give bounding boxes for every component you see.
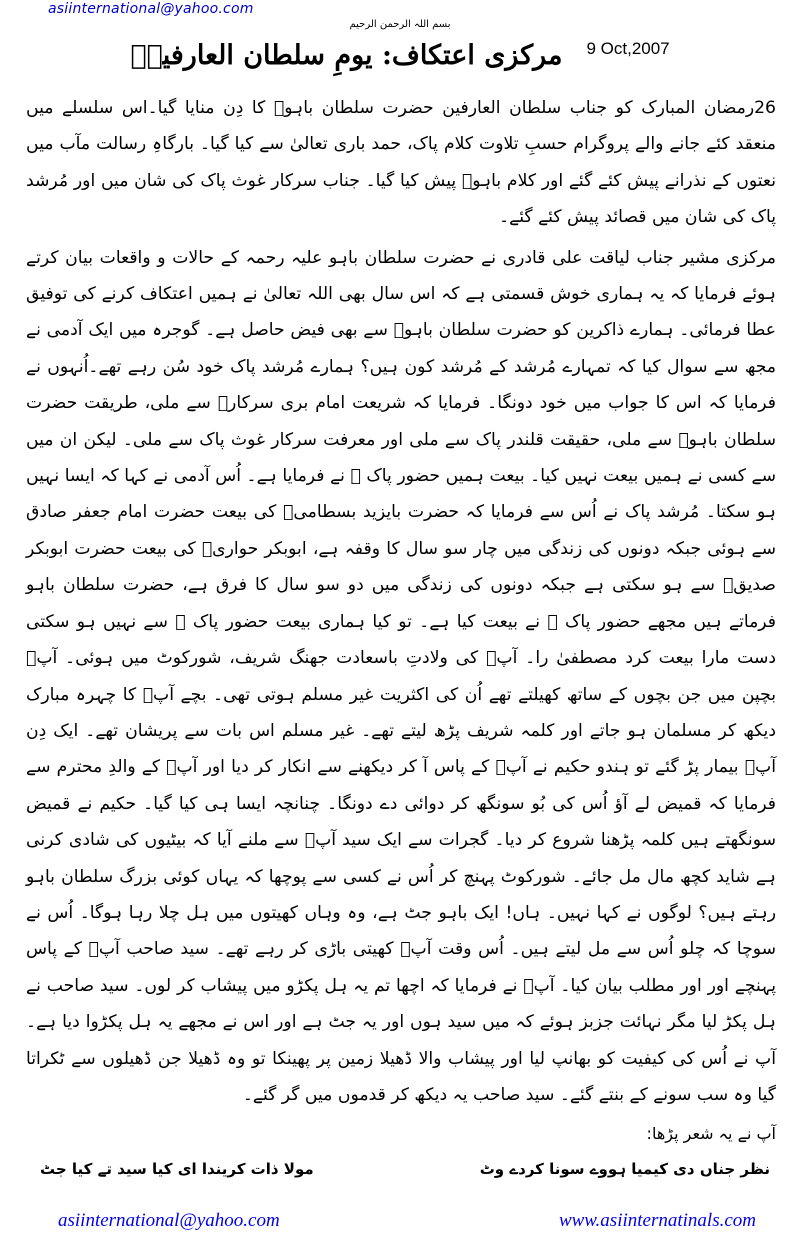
paragraph-intro: 26رمضان المبارک کو جناب سلطان العارفین حضرت سلطان باہوؒ کا دِن منایا گیا۔اس سلسلے میں منعقد کئے جانے والے پروگرام حسبِ تلاوت کلام پاک، حمد باری تعالیٰ سے کیا گیا۔ بارگاہِ رسالت مآب میں نعتوں کے نذرانے پیش کئے گئے اور کلام باہوؒ پیش کیا گیا۔ جناب سرکار غوث پاک کی شان میں اور مُرشد پاک کی شان میں قصائد پیش کئے گئے۔ — [26, 98, 776, 228]
bismillah: بسم اللہ الرحمن الرحیم — [349, 19, 451, 30]
verse-line-1: نظر جناں دی کیمیا ہووے سونا کردے وٹ — [479, 1160, 770, 1179]
article-title: مرکزی اعتکاف: یومِ سلطان العارفینؒ — [130, 40, 563, 71]
footer-email-link[interactable]: asiinternational@yahoo.com — [58, 1210, 280, 1232]
article-date: 9 Oct,2007 — [586, 39, 670, 58]
header-email[interactable]: asiinternational@yahoo.com — [48, 1, 254, 17]
verse-row — [40, 1157, 770, 1181]
footer-website-link[interactable]: www.asiinternatinals.com — [558, 1210, 756, 1232]
footer-row — [58, 1209, 756, 1233]
verse-line-2: مولا ذات کریندا ای کیا سید تے کیا جٹ — [40, 1160, 314, 1179]
article-body — [26, 90, 776, 1113]
recited-intro: آپ نے یہ شعر پڑھا: — [646, 1124, 776, 1144]
paragraph-main: مرکزی مشیر جناب لیاقت علی قادری نے حضرت سلطان باہو علیہ رحمہ کے حالات و واقعات بیان کرتے ہوئے فرمایا کہ یہ ہماری خوش قسمتی ہے کہ اس سال بھی اللہ تعالیٰ نے ہمیں اعتکاف کرنے کی توفیق عطا فرمائی۔ ہمارے ذاکرین کو حضرت سلطان باہوؒ سے بھی فیض حاصل ہے۔ گوجرہ میں ایک آدمی نے مجھ سے سوال کیا کہ تمہارے مُرشد کے مُرشد کون ہیں؟ ہمارے مُرشد پاک خود سُن رہے تھے۔اُنہوں نے فرمایا کہ اس کا جواب میں خود دونگا۔ فرمایا کہ شریعت امام بری سرکارؒ سے ملی، طریقت حضرت سلطان باہوؒ سے ملی، حقیقت قلندر پاک سے ملی اور معرفت سرکار غوث پاک سے ملی۔ لیکن ان میں سے کسی نے ہمیں بیعت نہیں کیا۔ بیعت ہمیں حضور پاک ﷺ نے فرمایا ہے۔ اُس آدمی نے کہا کہ ایسا نہیں ہو سکتا۔ مُرشد پاک نے اُس سے فرمایا کہ حضرت بایزید بسطامیؒ کی بیعت حضرت امام جعفر صادق سے ہوئی جبکہ دونوں کی زندگی میں چار سو سال کا وقفہ ہے، ابوبکر حواریؒ کی بیعت حضرت ابوبکر صدیقؓ سے ہو سکتی ہے جبکہ دونوں کی زندگی میں دو سو سال کا فرق ہے، حضرت سلطان باہو فرماتے ہیں مجھے حضور پاک ﷺ نے بیعت کیا ہے۔ تو کیا ہماری بیعت حضور پاک ﷺ سے نہیں ہو سکتی دست مارا بیعت کرد مصطفیٰ را۔ آپؒ کی ولادتِ باسعادت جھنگ شریف، شورکوٹ میں ہوئی۔ آپؒ بچپن میں جن بچوں کے ساتھ کھیلتے تھے اُن کی اکثریت غیر مسلم ہوتی تھی۔ بچے آپؒ کا چہرہ مبارک دیکھ کر مسلمان ہو جاتے اور کلمہ شریف پڑھ لیتے تھے۔ غیر مسلم اس بات سے پریشان تھے۔ ایک دِن آپؒ بیمار پڑ گئے تو ہندو حکیم نے آپؒ کے پاس آ کر دیکھنے سے انکار کر دیا اور آپؒ کے والدِ محترم سے فرمایا کہ قمیض لے آؤ اُس کی بُو سونگھ کر دوائی دے دونگا۔ چنانچہ ایسا ہی کیا گیا۔ حکیم نے قمیض سونگھتے ہیں کلمہ پڑھنا شروع کر دیا۔ گجرات سے ایک سید آپؒ سے ملنے آیا کہ بیٹیوں کی شادی کرنی ہے شاید کچھ مال مل جائے۔ شورکوٹ پہنچ کر اُس نے کسی سے پوچھا کہ یہاں کوئی بزرگ سلطان باہو رہتے ہیں؟ لوگوں نے کہا نہیں۔ ہاں! ایک باہو جٹ ہے، وہ وہاں کھیتوں میں ہل چلا رہا ہوگا۔ اُس نے سوچا کہ چلو اُس سے مل لیتے ہیں۔ اُس وقت آپؒ کھیتی باڑی کر رہے تھے۔ سید صاحب آپؒ کے پاس پہنچے اور اور مطلب بیان کیا۔ آپؒ نے فرمایا کہ اچھا تم یہ ہل پکڑو میں پیشاب کر لوں۔ سید صاحب نے ہل پکڑ لیا مگر نہائت جزبز ہوئے کہ میں سید ہوں اور یہ جٹ ہے اور اس نے مجھے یہ ہل پکڑوا دیا ہے۔ آپ نے اُس کی کیفیت کو بھانپ لیا اور پیشاب والا ڈھیلا زمین پر پھینکا تو وہ ڈھیلا جن ڈھیلوں سے ٹکراتا گیا وہ سب سونے کے بنتے گئے۔ سید صاحب یہ دیکھ کر قدموں میں گر گئے۔ — [26, 247, 776, 1105]
title-row — [0, 36, 800, 76]
